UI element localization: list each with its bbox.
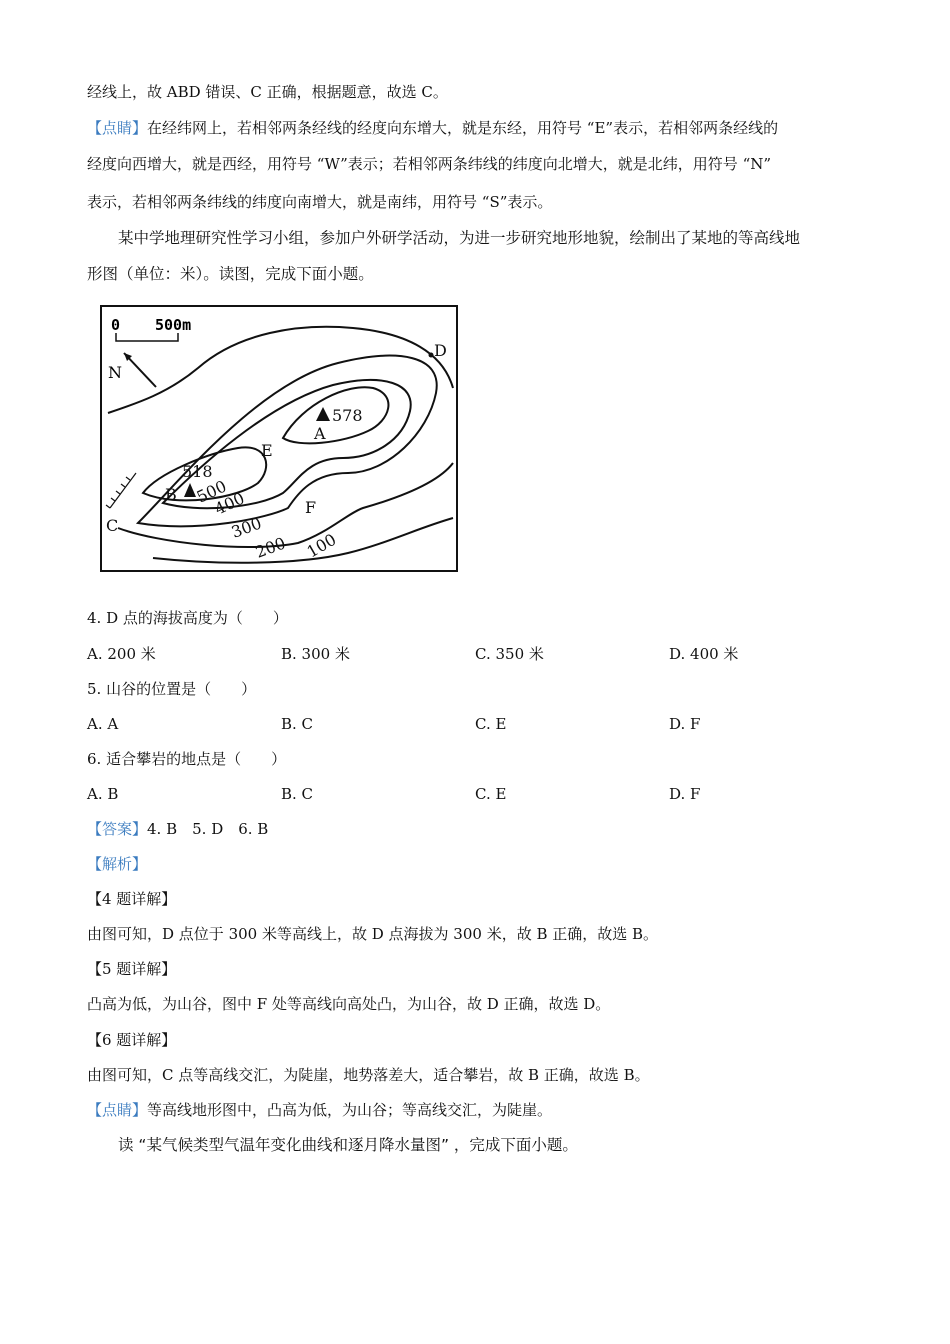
detail-5-head: 【5 题详解】 bbox=[87, 960, 177, 978]
point-e: E bbox=[261, 441, 273, 460]
q4-option-b[interactable]: B. 300 米 bbox=[281, 645, 350, 663]
q6-option-b[interactable]: B. C bbox=[281, 785, 314, 803]
contour-label-400: 400 bbox=[211, 488, 248, 519]
q5-option-d[interactable]: D. F bbox=[669, 715, 701, 733]
scale-label: 500m bbox=[155, 316, 192, 334]
answer-tag: 【答案】 bbox=[87, 820, 148, 838]
q5-option-a[interactable]: A. A bbox=[87, 715, 119, 733]
q6-option-a[interactable]: A. B bbox=[87, 785, 119, 803]
scale-bar bbox=[116, 333, 178, 341]
q5-option-c[interactable]: C. E bbox=[475, 715, 507, 733]
analysis-tag: 【解析】 bbox=[87, 855, 148, 873]
next-passage: 读 “某气候类型气温年变化曲线和逐月降水量图” ，完成下面小题。 bbox=[118, 1136, 578, 1154]
point-b: B bbox=[165, 485, 177, 504]
passage-line-2: 形图（单位：米）。读图，完成下面小题。 bbox=[87, 265, 374, 283]
q4-option-c[interactable]: C. 350 米 bbox=[475, 645, 544, 663]
intro-line-2-text: 在经纬网上，若相邻两条经线的经度向东增大，就是东经，用符号 “E”表示，若相邻两条经线的 bbox=[147, 119, 779, 137]
passage-line-1: 某中学地理研究性学习小组，参加户外研学活动，为进一步研究地形地貌，绘制出了某地的等高线地 bbox=[118, 229, 801, 247]
q5-option-b[interactable]: B. C bbox=[281, 715, 314, 733]
cliff-hatch bbox=[106, 473, 136, 508]
contour-label-300: 300 bbox=[228, 513, 265, 542]
north-label: N bbox=[108, 363, 122, 382]
tip-tag: 【点睛】 bbox=[87, 119, 148, 137]
question-4-stem: 4. D 点的海拔高度为（ ） bbox=[87, 609, 288, 627]
scale-zero: 0 bbox=[111, 316, 121, 334]
peak-a-value: 578 bbox=[332, 406, 363, 425]
q4-option-d[interactable]: D. 400 米 bbox=[669, 645, 739, 663]
point-f: F bbox=[305, 498, 317, 517]
peak-b-value: 518 bbox=[182, 462, 213, 481]
q4-option-a[interactable]: A. 200 米 bbox=[87, 645, 156, 663]
point-d-dot bbox=[429, 353, 434, 358]
answer-text: 4. B 5. D 6. B bbox=[147, 820, 269, 838]
point-c: C bbox=[106, 516, 119, 535]
detail-6-body: 由图可知，C 点等高线交汇，为陡崖，地势落差大，适合攀岩，故 B 正确，故选 B。 bbox=[87, 1066, 650, 1084]
detail-6-head: 【6 题详解】 bbox=[87, 1031, 177, 1049]
contour-label-100: 100 bbox=[303, 529, 340, 562]
intro-line-2 bbox=[87, 118, 778, 138]
intro-line-4: 表示，若相邻两条纬线的纬度向南增大，就是南纬，用符号 “S”表示。 bbox=[87, 193, 553, 211]
contour-map bbox=[98, 303, 460, 575]
intro-line-3: 经度向西增大，就是西经，用符号 “W”表示；若相邻两条纬线的纬度向北增大，就是北纬，用符号 “N” bbox=[87, 155, 772, 173]
point-d: D bbox=[434, 341, 447, 360]
answer-line bbox=[87, 819, 268, 839]
detail-4-head: 【4 题详解】 bbox=[87, 890, 177, 908]
closing-note bbox=[87, 1100, 552, 1120]
closing-note-text: 等高线地形图中，凸高为低，为山谷；等高线交汇，为陡崖。 bbox=[147, 1101, 553, 1119]
question-5-stem: 5. 山谷的位置是（ ） bbox=[87, 680, 257, 698]
q6-option-c[interactable]: C. E bbox=[475, 785, 507, 803]
intro-line-1: 经线上，故 ABD 错误、C 正确，根据题意，故选 C。 bbox=[87, 83, 448, 101]
contour-outer bbox=[108, 327, 453, 413]
contour-label-500: 500 bbox=[193, 476, 230, 507]
peak-a-icon bbox=[316, 407, 330, 421]
detail-4-body: 由图可知，D 点位于 300 米等高线上，故 D 点海拔为 300 米，故 B 正确，故选 B。 bbox=[87, 925, 659, 943]
question-6-stem: 6. 适合攀岩的地点是（ ） bbox=[87, 750, 287, 768]
contour-label-200: 200 bbox=[252, 533, 289, 562]
point-a: A bbox=[314, 424, 326, 443]
closing-tip-tag: 【点睛】 bbox=[87, 1101, 148, 1119]
detail-5-body: 凸高为低，为山谷，图中 F 处等高线向高处凸，为山谷，故 D 正确，故选 D。 bbox=[87, 995, 611, 1013]
q6-option-d[interactable]: D. F bbox=[669, 785, 701, 803]
map-frame bbox=[101, 306, 457, 571]
